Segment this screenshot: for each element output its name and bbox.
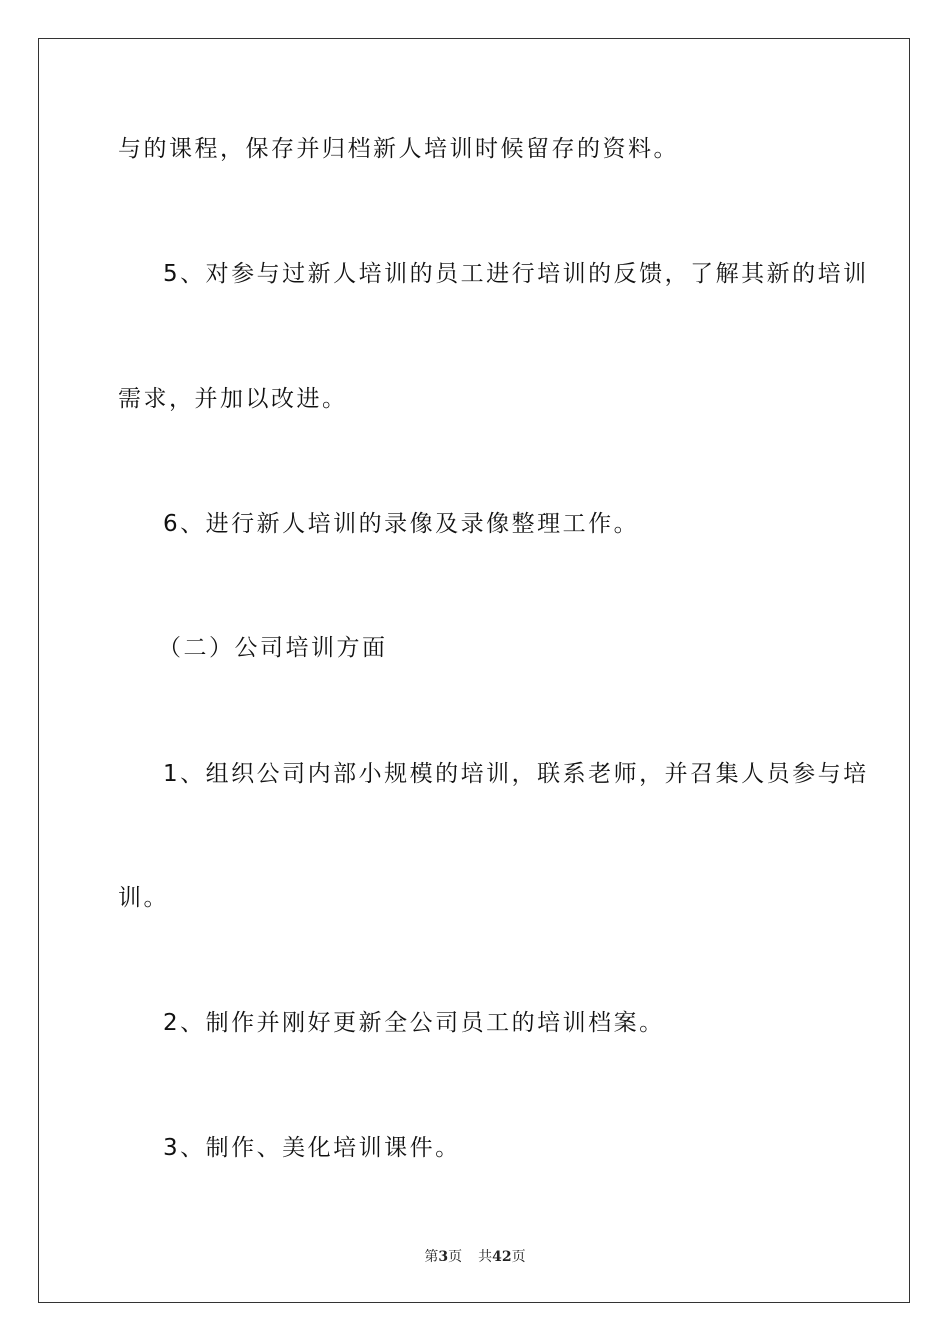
- paragraph-line: 2、制作并刚好更新全公司员工的培训档案。: [163, 1010, 665, 1036]
- footer-total-suffix: 页: [511, 1249, 526, 1265]
- paragraph-line: 6、进行新人培训的录像及录像整理工作。: [163, 511, 640, 537]
- footer-page-number: 3: [438, 1249, 449, 1265]
- page-footer: [0, 1248, 950, 1266]
- paragraph-line: 训。: [118, 885, 169, 911]
- page-frame: [38, 38, 910, 1303]
- footer-page-suffix: 页: [448, 1249, 463, 1265]
- paragraph-line: 需求，并加以改进。: [118, 386, 348, 412]
- footer-page-prefix: 第: [424, 1249, 439, 1265]
- paragraph-line: 3、制作、美化培训课件。: [163, 1135, 461, 1161]
- footer-total-pages: 42: [492, 1249, 512, 1265]
- paragraph-line: 与的课程，保存并归档新人培训时候留存的资料。: [118, 136, 679, 162]
- paragraph-line: 1、组织公司内部小规模的培训，联系老师，并召集人员参与培: [163, 761, 869, 787]
- paragraph-line: 5、对参与过新人培训的员工进行培训的反馈，了解其新的培训: [163, 261, 869, 287]
- footer-total-prefix: 共: [478, 1249, 493, 1265]
- section-heading: （二）公司培训方面: [158, 635, 388, 661]
